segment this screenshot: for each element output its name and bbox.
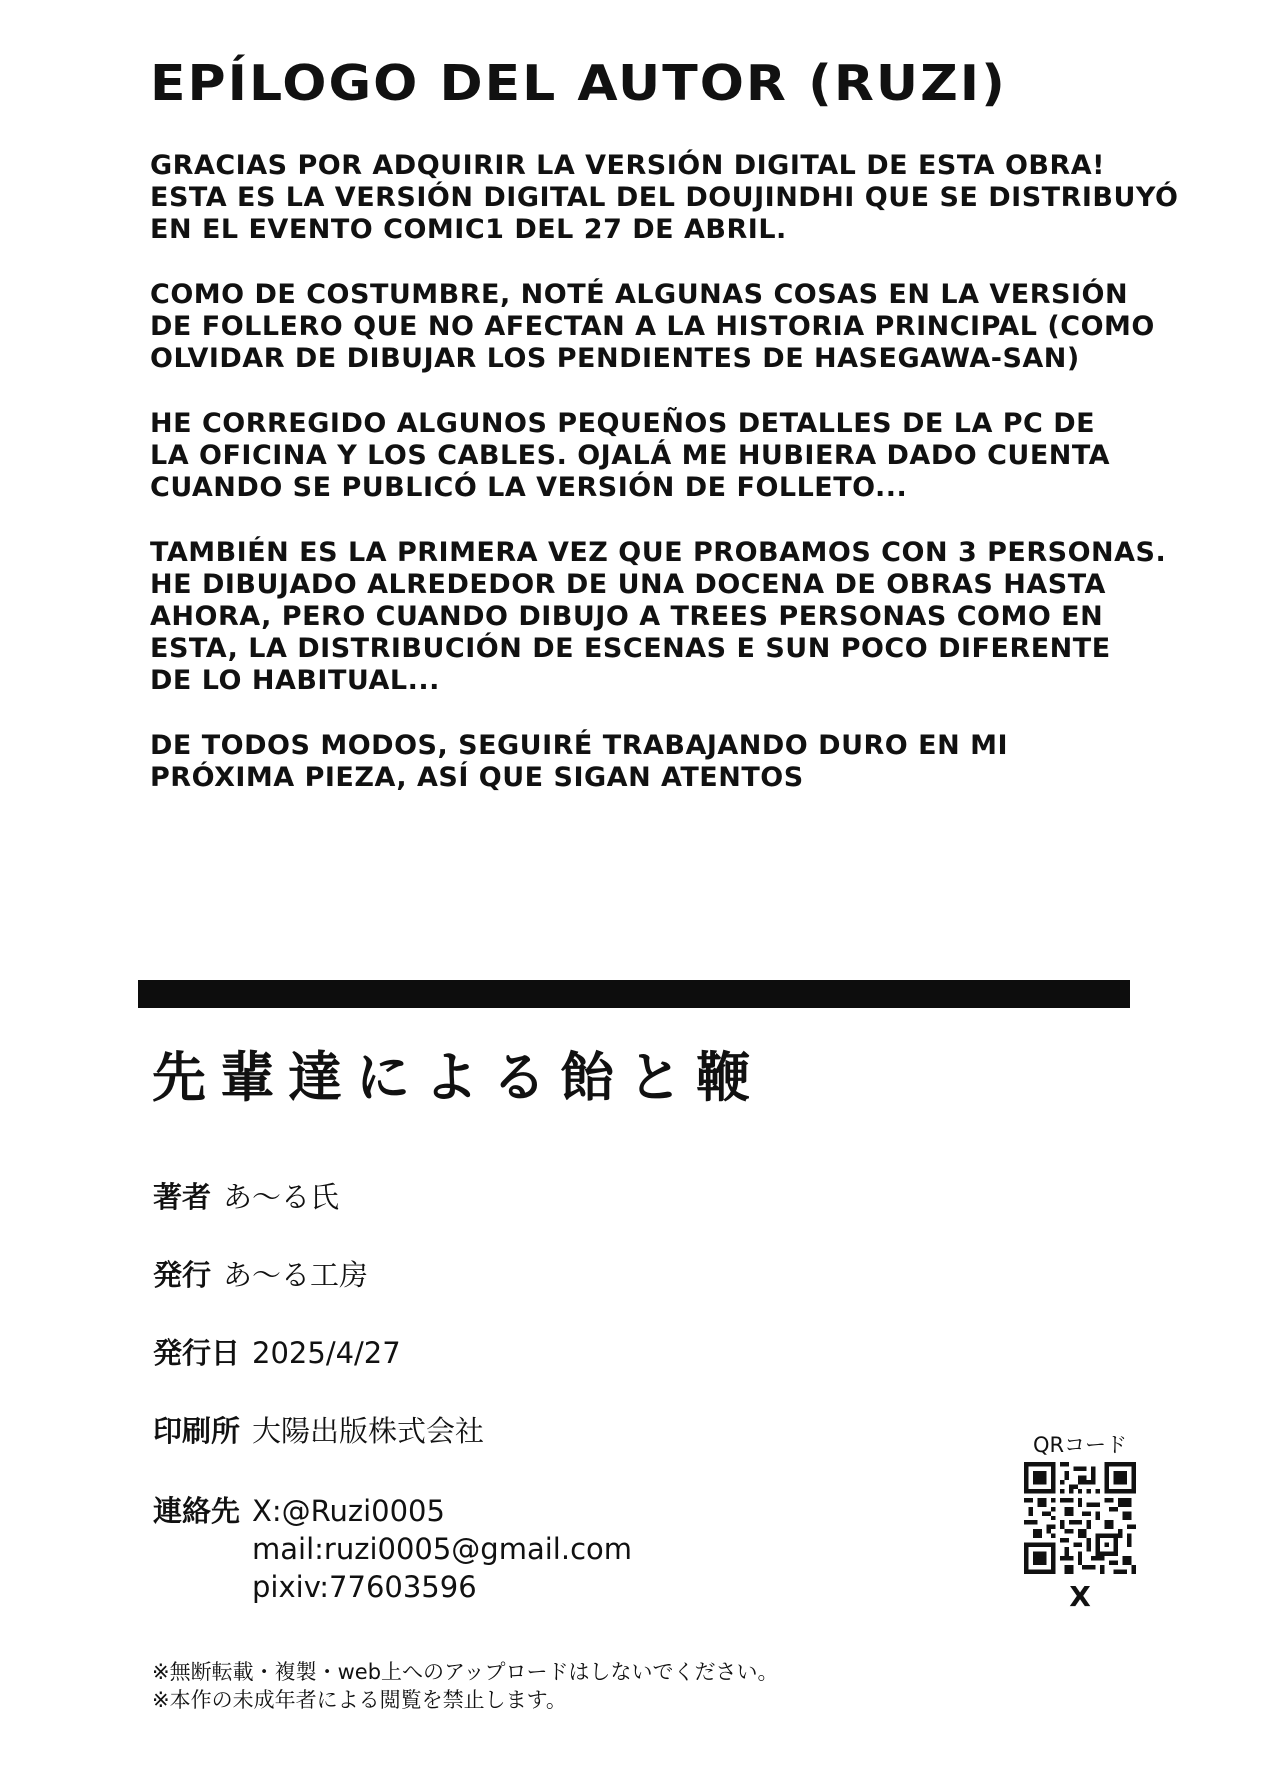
contact-label: 連絡先 [153, 1494, 241, 1528]
colophon-date-row [153, 1334, 401, 1372]
publisher-value: あ〜る工房 [223, 1258, 369, 1292]
contact-pixiv[interactable]: pixiv:77603596 [252, 1570, 477, 1604]
printer-label: 印刷所 [153, 1414, 241, 1448]
colophon-author-row [153, 1178, 339, 1216]
author-value: あ〜る氏 [223, 1180, 340, 1214]
date-label: 発行日 [153, 1336, 241, 1370]
epilogue-line: DE TODOS MODOS, SEGUIRÉ TRABAJANDO DURO EN MI [150, 730, 1008, 761]
notes [152, 1658, 779, 1714]
epilogue-line: DE FOLLERO QUE NO AFECTAN A LA HISTORIA PRINCIPAL (COMO [150, 311, 1155, 342]
epilogue-line: COMO DE COSTUMBRE, NOTÉ ALGUNAS COSAS EN LA VERSIÓN [150, 279, 1129, 310]
qr-caption: X [1069, 1580, 1091, 1613]
epilogue-line: ESTA ES LA VERSIÓN DIGITAL DEL DOUJINDHI QUE SE DISTRIBUYÓ [150, 182, 1179, 213]
epilogue-line: OLVIDAR DE DIBUJAR LOS PENDIENTES DE HASEGAWA-SAN) [150, 343, 1080, 374]
epilogue-paragraph-1 [150, 150, 1250, 246]
divider-bar [138, 980, 1130, 1008]
epilogue-line: TAMBIÉN ES LA PRIMERA VEZ QUE PROBAMOS CON 3 PERSONAS. [150, 537, 1167, 568]
contact-x[interactable]: X:@Ruzi0005 [252, 1494, 445, 1528]
epilogue-line: EN EL EVENTO COMIC1 DEL 27 DE ABRIL. [150, 214, 787, 245]
note-age-restriction: ※本作の未成年者による閲覧を禁止します。 [152, 1688, 567, 1712]
epilogue-line: GRACIAS POR ADQUIRIR LA VERSIÓN DIGITAL DE ESTA OBRA! [150, 150, 1105, 181]
epilogue-line: ESTA, LA DISTRIBUCIÓN DE ESCENAS E SUN POCO DIFERENTE [150, 633, 1111, 664]
contact-lines [252, 1492, 632, 1606]
qr-block [1020, 1432, 1140, 1614]
epilogue-line: AHORA, PERO CUANDO DIBUJO A TREES PERSONAS COMO EN [150, 601, 1104, 632]
epilogue-line: HE CORREGIDO ALGUNOS PEQUEÑOS DETALLES DE LA PC DE [150, 408, 1096, 439]
publisher-label: 発行 [153, 1258, 212, 1292]
qr-code-icon[interactable] [1024, 1462, 1136, 1574]
qr-label: QRコード [1032, 1433, 1128, 1457]
epilogue-line: DE LO HABITUAL... [150, 665, 440, 696]
printer-value: 大陽出版株式会社 [252, 1414, 485, 1448]
date-value: 2025/4/27 [252, 1336, 401, 1370]
epilogue-line: LA OFICINA Y LOS CABLES. OJALÁ ME HUBIERA DADO CUENTA [150, 440, 1111, 471]
colophon-contact-row [153, 1492, 632, 1606]
epilogue-line: PRÓXIMA PIEZA, ASÍ QUE SIGAN ATENTOS [150, 762, 804, 793]
note-no-reproduction: ※無断転載・複製・web上へのアップロードはしないでください。 [152, 1660, 779, 1684]
epilogue-paragraph-5 [150, 730, 1250, 794]
epilogue-body [150, 150, 1250, 827]
colophon-printer-row [153, 1412, 484, 1450]
book-title: 先輩達による飴と鞭 [152, 1045, 764, 1109]
epilogue-line: CUANDO SE PUBLICÓ LA VERSIÓN DE FOLLETO... [150, 472, 908, 503]
epilogue-line: HE DIBUJADO ALREDEDOR DE UNA DOCENA DE OBRAS HASTA [150, 569, 1106, 600]
epilogue-paragraph-4 [150, 537, 1250, 697]
epilogue-paragraph-3 [150, 408, 1250, 504]
colophon-publisher-row [153, 1256, 368, 1294]
contact-mail[interactable]: mail:ruzi0005@gmail.com [252, 1532, 633, 1566]
author-label: 著者 [153, 1180, 212, 1214]
epilogue-paragraph-2 [150, 279, 1250, 375]
epilogue-title: EPÍLOGO DEL AUTOR (RUZI) [150, 55, 1007, 113]
